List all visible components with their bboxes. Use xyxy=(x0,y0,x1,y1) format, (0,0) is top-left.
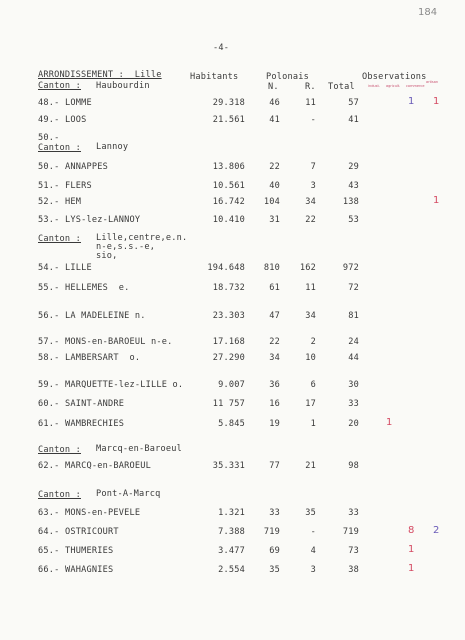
col-r: R. xyxy=(305,82,316,92)
polonais-r-value: 34 xyxy=(305,197,316,207)
total-value: 41 xyxy=(348,115,359,125)
commune-name: FLERS xyxy=(65,181,92,191)
archive-stamp-number: 184 xyxy=(418,7,438,18)
col-habitants: Habitants xyxy=(190,72,239,82)
row-number: 60.- xyxy=(38,399,60,409)
observation-note: 1 xyxy=(408,544,415,555)
polonais-n-value: 47 xyxy=(269,311,280,321)
habitants-value: 21.561 xyxy=(212,115,245,125)
commune-name: SAINT-ANDRE xyxy=(65,399,125,409)
observation-note: 1 xyxy=(433,96,440,107)
total-value: 44 xyxy=(348,353,359,363)
row-number: 63.- xyxy=(38,508,60,518)
polonais-r-value: 6 xyxy=(310,380,316,390)
total-value: 138 xyxy=(342,197,359,207)
row-number: 55.- xyxy=(38,283,60,293)
polonais-n-value: 46 xyxy=(269,98,280,108)
commune-name: MARCQ-en-BAROEUL xyxy=(65,461,151,471)
polonais-n-value: 33 xyxy=(269,508,280,518)
col-n: N. xyxy=(268,82,279,92)
total-value: 24 xyxy=(348,337,359,347)
habitants-value: 11 757 xyxy=(212,399,245,409)
total-value: 43 xyxy=(348,181,359,191)
row-number: 62.- xyxy=(38,461,60,471)
habitants-value: 18.732 xyxy=(212,283,245,293)
row-number: 64.- xyxy=(38,527,60,537)
commune-name: THUMERIES xyxy=(65,546,114,556)
polonais-r-value: 7 xyxy=(310,162,316,172)
obs-note-2: agricult. xyxy=(386,84,401,88)
commune-name: MONS-en-PEVELE xyxy=(65,508,141,518)
canton-name: Lille,centre,e.n. n-e,s.s.-e, sio, xyxy=(96,233,188,261)
canton-label: Canton : xyxy=(38,234,81,244)
polonais-r-value: 4 xyxy=(310,546,316,556)
total-value: 57 xyxy=(348,98,359,108)
total-value: 81 xyxy=(348,311,359,321)
col-observations: Observations xyxy=(362,72,427,82)
habitants-value: 23.303 xyxy=(212,311,245,321)
polonais-r-value: 17 xyxy=(305,399,316,409)
total-value: 98 xyxy=(348,461,359,471)
commune-name: MONS-en-BAROEUL n-e. xyxy=(65,337,173,347)
row-number: 56.- xyxy=(38,311,60,321)
canton-name: Marcq-en-Baroeul xyxy=(96,444,182,454)
row-number: 61.- xyxy=(38,419,60,429)
row-number: 50.- xyxy=(38,162,60,172)
row-number: 54.- xyxy=(38,263,60,273)
polonais-n-value: 61 xyxy=(269,283,280,293)
commune-name: LAMBERSART o. xyxy=(65,353,141,363)
commune-name: HEM xyxy=(65,197,82,207)
commune-name: LOOS xyxy=(65,115,87,125)
canton-label: Canton : xyxy=(38,445,81,455)
habitants-value: 13.806 xyxy=(212,162,245,172)
commune-name: ANNAPPES xyxy=(65,162,108,172)
polonais-r-value: 35 xyxy=(305,508,316,518)
commune-name: HELLEMES e. xyxy=(65,283,130,293)
obs-note-1: indust. xyxy=(368,84,380,88)
polonais-r-value: 11 xyxy=(305,283,316,293)
polonais-n-value: 41 xyxy=(269,115,280,125)
row-number: 65.- xyxy=(38,546,60,556)
habitants-value: 3.477 xyxy=(218,546,245,556)
canton-label: Canton : xyxy=(38,143,81,153)
polonais-r-value: 34 xyxy=(305,311,316,321)
observation-note: 1 xyxy=(408,563,415,574)
row-number: 58.- xyxy=(38,353,60,363)
canton-name: Haubourdin xyxy=(96,81,150,91)
canton-name: Pont-A-Marcq xyxy=(96,489,161,499)
total-value: 972 xyxy=(342,263,359,273)
polonais-n-value: 22 xyxy=(269,337,280,347)
row-number: 53.- xyxy=(38,215,60,225)
canton-name: Lannoy xyxy=(96,142,129,152)
habitants-value: 1.321 xyxy=(218,508,245,518)
observation-note: 1 xyxy=(433,195,440,206)
row-number: 49.- xyxy=(38,115,60,125)
habitants-value: 2.554 xyxy=(218,565,245,575)
polonais-n-value: 77 xyxy=(269,461,280,471)
habitants-value: 10.561 xyxy=(212,181,245,191)
total-value: 30 xyxy=(348,380,359,390)
habitants-value: 29.318 xyxy=(212,98,245,108)
commune-name: LA MADELEINE n. xyxy=(65,311,146,321)
row-number: 50.- xyxy=(38,133,60,143)
total-value: 29 xyxy=(348,162,359,172)
habitants-value: 35.331 xyxy=(212,461,245,471)
row-number: 48.- xyxy=(38,98,60,108)
total-value: 33 xyxy=(348,399,359,409)
polonais-r-value: 1 xyxy=(310,419,316,429)
row-number: 66.- xyxy=(38,565,60,575)
obs-note-4: artisan xyxy=(426,80,439,84)
polonais-n-value: 40 xyxy=(269,181,280,191)
polonais-n-value: 19 xyxy=(269,419,280,429)
row-number: 52.- xyxy=(38,197,60,207)
commune-name: LOMME xyxy=(65,98,92,108)
commune-name: LYS-lez-LANNOY xyxy=(65,215,141,225)
col-total: Total xyxy=(328,82,355,92)
total-value: 38 xyxy=(348,565,359,575)
commune-name: LILLE xyxy=(65,263,92,273)
page-number: -4- xyxy=(213,43,230,53)
total-value: 20 xyxy=(348,419,359,429)
polonais-r-value: 162 xyxy=(299,263,316,273)
polonais-r-value: 3 xyxy=(310,181,316,191)
habitants-value: 9.007 xyxy=(218,380,245,390)
habitants-value: 194.648 xyxy=(207,263,245,273)
polonais-n-value: 16 xyxy=(269,399,280,409)
row-number: 51.- xyxy=(38,181,60,191)
observation-note: 2 xyxy=(433,525,440,536)
total-value: 72 xyxy=(348,283,359,293)
polonais-r-value: 3 xyxy=(310,565,316,575)
commune-name: OSTRICOURT xyxy=(65,527,119,537)
polonais-r-value: 2 xyxy=(310,337,316,347)
habitants-value: 16.742 xyxy=(212,197,245,207)
habitants-value: 27.290 xyxy=(212,353,245,363)
row-number: 57.- xyxy=(38,337,60,347)
polonais-n-value: 810 xyxy=(263,263,280,273)
polonais-n-value: 69 xyxy=(269,546,280,556)
total-value: 33 xyxy=(348,508,359,518)
polonais-n-value: 35 xyxy=(269,565,280,575)
commune-name: WAMBRECHIES xyxy=(65,419,125,429)
obs-note-3: commerce xyxy=(406,84,425,88)
row-number: 59.- xyxy=(38,380,60,390)
polonais-n-value: 36 xyxy=(269,380,280,390)
polonais-r-value: 10 xyxy=(305,353,316,363)
polonais-n-value: 34 xyxy=(269,353,280,363)
habitants-value: 7.388 xyxy=(218,527,245,537)
polonais-r-value: - xyxy=(310,115,316,125)
polonais-n-value: 31 xyxy=(269,215,280,225)
polonais-r-value: 21 xyxy=(305,461,316,471)
observation-note: 1 xyxy=(408,96,415,107)
polonais-n-value: 719 xyxy=(263,527,280,537)
polonais-r-value: 22 xyxy=(305,215,316,225)
total-value: 719 xyxy=(342,527,359,537)
polonais-r-value: 11 xyxy=(305,98,316,108)
habitants-value: 17.168 xyxy=(212,337,245,347)
commune-name: MARQUETTE-lez-LILLE o. xyxy=(65,380,184,390)
total-value: 73 xyxy=(348,546,359,556)
polonais-n-value: 22 xyxy=(269,162,280,172)
canton-label: Canton : xyxy=(38,81,81,91)
observation-note: 8 xyxy=(408,525,415,536)
col-polonais: Polonais xyxy=(266,72,309,82)
arrondissement-header: ARRONDISSEMENT : Lille xyxy=(38,70,162,80)
polonais-r-value: - xyxy=(310,527,316,537)
polonais-n-value: 104 xyxy=(263,197,280,207)
commune-name: WAHAGNIES xyxy=(65,565,114,575)
habitants-value: 10.410 xyxy=(212,215,245,225)
total-value: 53 xyxy=(348,215,359,225)
habitants-value: 5.845 xyxy=(218,419,245,429)
observation-note: 1 xyxy=(386,417,393,428)
canton-label: Canton : xyxy=(38,490,81,500)
